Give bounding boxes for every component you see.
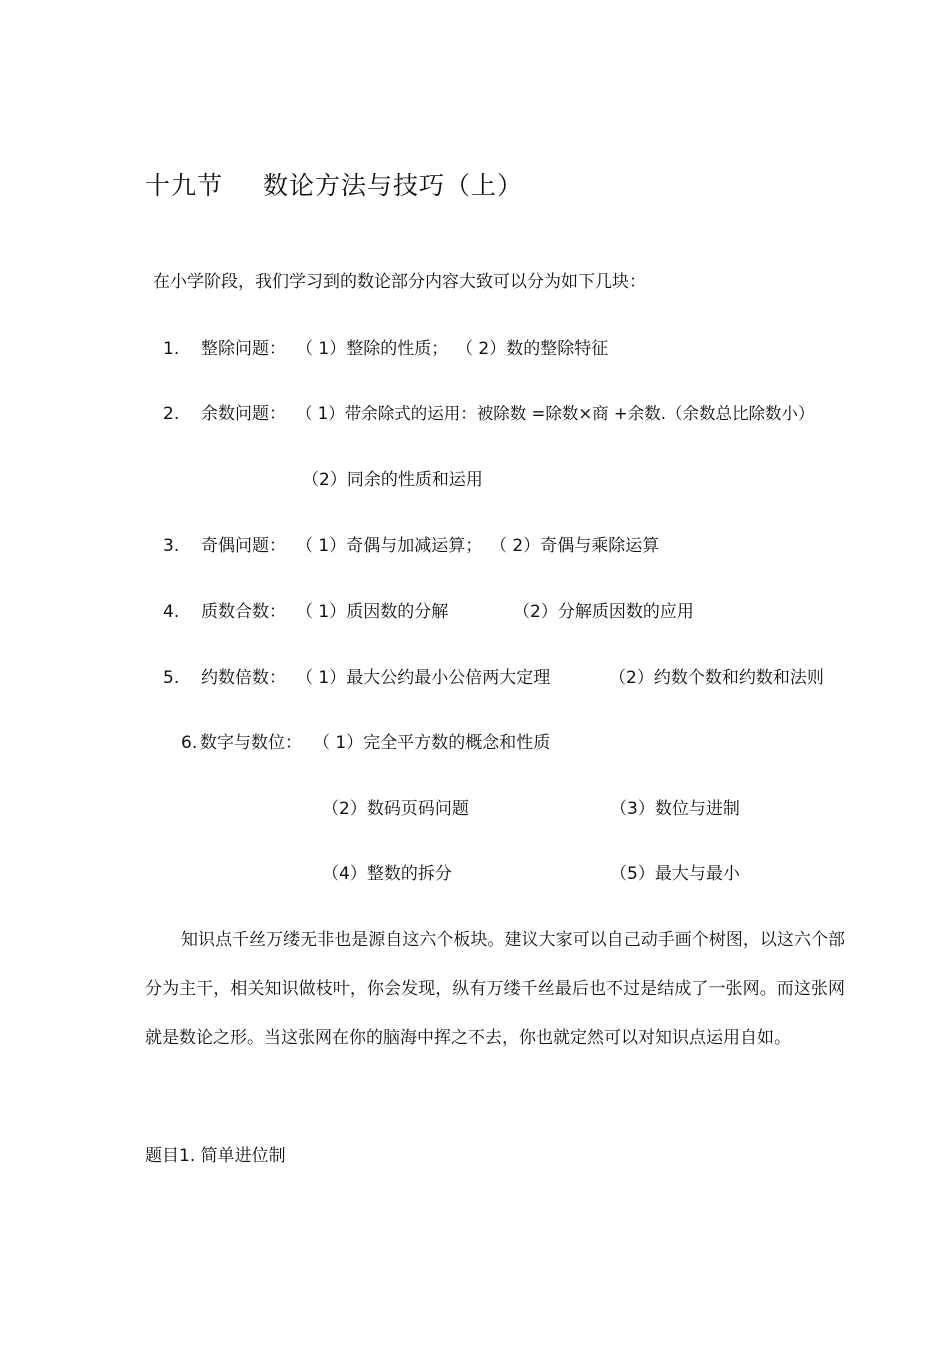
item-2-number: 2. [163, 404, 180, 424]
section-title [145, 166, 523, 202]
item-2-label: 余数问题： [201, 404, 286, 424]
section-number: 十九节 [145, 171, 224, 200]
section-name: 数论方法与技巧（上） [263, 171, 524, 200]
item-6-part-5: （5）最大与最小 [610, 864, 740, 884]
summary-paragraph [145, 916, 845, 1063]
item-2-part-1: （ 1）带余除式的运用：被除数 =除数×商 +余数.（余数总比除数小） [296, 404, 815, 423]
item-2-part-2: （2）同余的性质和运用 [302, 470, 483, 490]
item-5-label: 约数倍数： [201, 668, 286, 688]
item-4-label: 质数合数： [201, 602, 286, 622]
problem-heading: 题目1. 简单进位制 [145, 1146, 286, 1166]
item-3-label: 奇偶问题： [201, 536, 286, 556]
item-4-number: 4. [163, 602, 180, 622]
item-6-part-4: （4）整数的拆分 [322, 864, 452, 884]
item-5-part-2: （2）约数个数和约数和法则 [609, 668, 824, 688]
item-1-part-1: （ 1）整除的性质； [296, 339, 449, 359]
intro-text: 在小学阶段，我们学习到的数论部分内容大致可以分为如下几块： [153, 272, 646, 292]
item-5-part-1: （ 1）最大公约最小公倍两大定理 [296, 668, 551, 688]
item-3-number: 3. [163, 536, 180, 556]
item-6-number: 6. [181, 733, 198, 753]
summary-paragraph-text: 知识点千丝万缕无非也是源自这六个板块。建议大家可以自己动手画个树图，以这六个部分为主干，相关知识做枝叶，你会发现，纵有万缕千丝最后也不过是结成了一张网。而这张网就是数论之形。当这张网在你的脑海中挥之不去，你也就定然可以对知识点运用自如。 [145, 930, 845, 1048]
item-3-part-2: （ 2）奇偶与乘除运算 [490, 536, 660, 556]
item-4-part-1: （ 1）质因数的分解 [296, 602, 449, 622]
item-1-part-2: （ 2）数的整除特征 [456, 339, 609, 359]
item-1-label: 整除问题： [201, 339, 286, 359]
item-6-part-1: （ 1）完全平方数的概念和性质 [313, 733, 551, 753]
item-6-part-3: （3）数位与进制 [610, 799, 740, 819]
item-4-part-2: （2）分解质因数的应用 [513, 602, 694, 622]
item-5-number: 5. [163, 668, 180, 688]
item-1-number: 1. [163, 339, 180, 359]
item-6-part-2: （2）数码页码问题 [322, 799, 469, 819]
item-6-label: 数字与数位： [200, 733, 302, 753]
item-3-part-1: （ 1）奇偶与加减运算； [296, 536, 483, 556]
